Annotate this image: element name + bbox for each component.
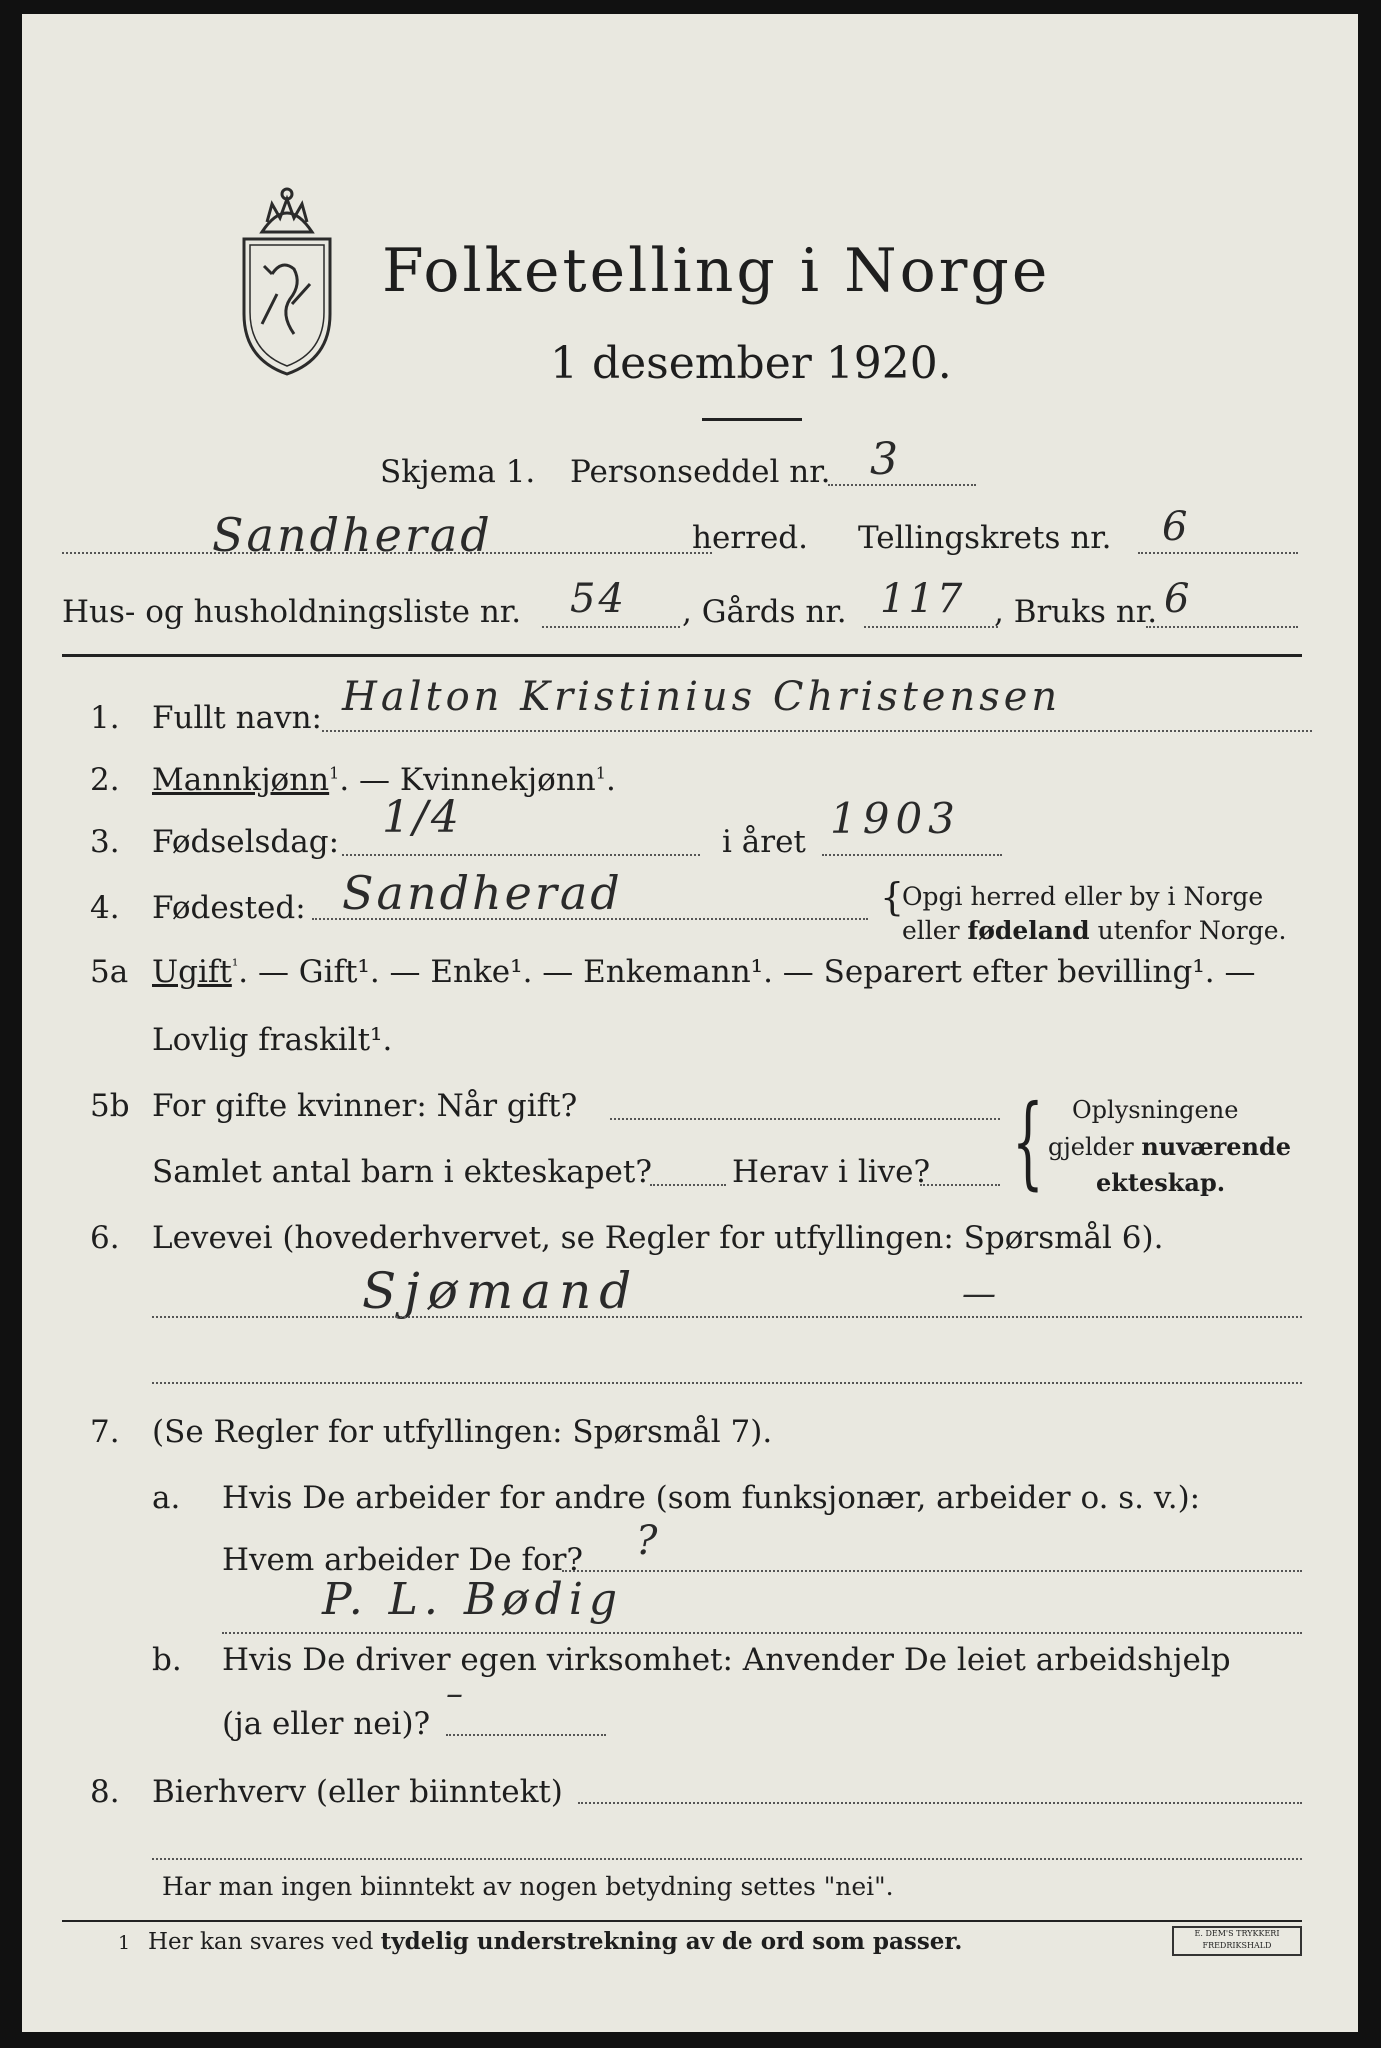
personseddel-line (828, 484, 976, 486)
personseddel-value: 3 (870, 434, 901, 485)
q7b-question: (ja eller nei)? (222, 1706, 431, 1742)
q6-value: Sjømand (362, 1262, 640, 1320)
herred-value: Sandherad (212, 508, 493, 562)
q5a-number: 5a (90, 954, 129, 990)
q2-end: . (605, 762, 616, 798)
q3-year-label: i året (722, 824, 806, 860)
q3-line (342, 854, 700, 856)
krets-label: Tellingskrets nr. (858, 520, 1112, 556)
bruks-label: , Bruks nr. (994, 594, 1158, 630)
q4-note2-bold: fødeland (967, 916, 1090, 945)
q7b-line (446, 1734, 606, 1736)
q3-year-value: 1903 (830, 794, 961, 843)
q4-note2 (902, 916, 1286, 945)
form-title: Folketelling i Norge (382, 236, 1051, 306)
q5a-ugift: Ugift (152, 954, 232, 990)
q4-note2-a: eller (902, 916, 968, 945)
herred-label: herred. (692, 520, 808, 556)
q5b-number: 5b (90, 1088, 130, 1124)
q5b-line1: For gifte kvinner: Når gift? (152, 1088, 578, 1124)
gards-value: 117 (880, 576, 966, 622)
q2-number: 2. (90, 762, 120, 798)
q3-value: 1/4 (382, 792, 462, 843)
q2-sep: . — Kvinnekjønn (339, 762, 596, 798)
q6-line2 (152, 1382, 1302, 1384)
q4-number: 4. (90, 890, 120, 926)
krets-value: 6 (1162, 504, 1191, 550)
q7a-line1 (562, 1570, 1302, 1572)
q5b-brace: { (1012, 1083, 1044, 1200)
footnote-bold: tydelig understrekning av de ord som passer. (380, 1928, 963, 1955)
q4-value: Sandherad (342, 866, 623, 920)
q6-label: Levevei (hovederhvervet, se Regler for utfyllingen: Spørsmål 6). (152, 1220, 1164, 1256)
q8-label: Bierhverv (eller biinntekt) (152, 1774, 563, 1810)
hus-line (542, 626, 680, 628)
hus-label: Hus- og husholdningsliste nr. (62, 594, 522, 630)
q7b-value: – (446, 1674, 466, 1714)
krets-line (1138, 552, 1298, 554)
q5b-note1: Oplysningene (1072, 1096, 1239, 1124)
q4-label: Fødested: (152, 890, 306, 926)
q6-dash: — (962, 1274, 999, 1314)
q3-year-line (822, 854, 1002, 856)
q1-value: Halton Kristinius Christensen (342, 674, 1062, 720)
q5b-gift-line (610, 1118, 1000, 1120)
q7a-label: Hvis De arbeider for andre (som funksjonær, arbeider o. s. v.): (222, 1480, 1201, 1516)
q1-label: Fullt navn: (152, 700, 322, 736)
q6-number: 6. (90, 1220, 120, 1256)
q7a-value2: P. L. Bødig (322, 1574, 624, 1625)
skjema-label: Skjema 1. (380, 454, 536, 490)
bruks-line (1146, 626, 1298, 628)
q4-note1: Opgi herred eller by i Norge (902, 882, 1264, 911)
q2-sup2: 1 (595, 763, 606, 783)
footnote-number: 1 (118, 1932, 131, 1954)
census-form (22, 14, 1358, 2032)
q5a-options (152, 954, 1255, 990)
printer-stamp: E. DEM'S TRYKKERI FREDRIKSHALD (1172, 1926, 1302, 1956)
q7b-label: Hvis De driver egen virksomhet: Anvender De leiet arbeidshjelp (222, 1642, 1231, 1678)
title-divider (702, 418, 802, 421)
q5b-note2 (1048, 1132, 1291, 1161)
q7-label: (Se Regler for utfyllingen: Spørsmål 7). (152, 1414, 773, 1450)
q5b-note2-bold: nuværende (1141, 1132, 1292, 1161)
q7-number: 7. (90, 1414, 120, 1450)
footer-note: Har man ingen biinntekt av nogen betydning settes "nei". (162, 1872, 894, 1901)
q5b-note2-a: gjelder (1048, 1133, 1142, 1161)
q5b-barn-line (650, 1184, 726, 1186)
gards-label: , Gårds nr. (682, 594, 847, 630)
bruks-value: 6 (1164, 576, 1193, 622)
q7b-number: b. (152, 1642, 182, 1678)
q5a-rest: . — Gift¹. — Enke¹. — Enkemann¹. — Separert efter bevilling¹. — (238, 954, 1256, 990)
q8-line1 (578, 1802, 1302, 1804)
q5a-line2: Lovlig fraskilt¹. (152, 1022, 393, 1058)
q8-number: 8. (90, 1774, 120, 1810)
personseddel-label: Personseddel nr. (570, 454, 831, 490)
footnote-a: Her kan svares ved (148, 1929, 381, 1955)
q3-label: Fødselsdag: (152, 824, 340, 860)
q1-line (322, 730, 1312, 732)
coat-of-arms-icon (232, 174, 342, 379)
q7a-value1: ? (636, 1518, 661, 1564)
q2-sup1: 1 (329, 763, 340, 783)
q5b-live-line (920, 1184, 1000, 1186)
q5a-ugift-sup: ¹ (231, 955, 239, 975)
q8-line2 (152, 1858, 1302, 1860)
form-date: 1 desember 1920. (550, 338, 952, 389)
header-rule (62, 654, 1302, 657)
q5b-line2a: Samlet antal barn i ekteskapet? (152, 1154, 652, 1190)
q5b-line2b: Herav i live? (732, 1154, 931, 1190)
gards-line (864, 626, 998, 628)
q7a-number: a. (152, 1480, 181, 1516)
hus-value: 54 (570, 576, 627, 622)
q6-line1 (152, 1316, 1302, 1318)
q4-note2-b: utenfor Norge. (1089, 916, 1287, 945)
q3-number: 3. (90, 824, 120, 860)
q7a-line2 (222, 1632, 1302, 1634)
q2-mann: Mannkjønn (152, 762, 330, 798)
footer-rule (62, 1920, 1302, 1922)
q1-number: 1. (90, 700, 120, 736)
q4-brace: { (880, 875, 905, 919)
footnote (148, 1928, 962, 1955)
q5b-note3: ekteskap. (1096, 1168, 1226, 1197)
q7a-question: Hvem arbeider De for? (222, 1542, 584, 1578)
